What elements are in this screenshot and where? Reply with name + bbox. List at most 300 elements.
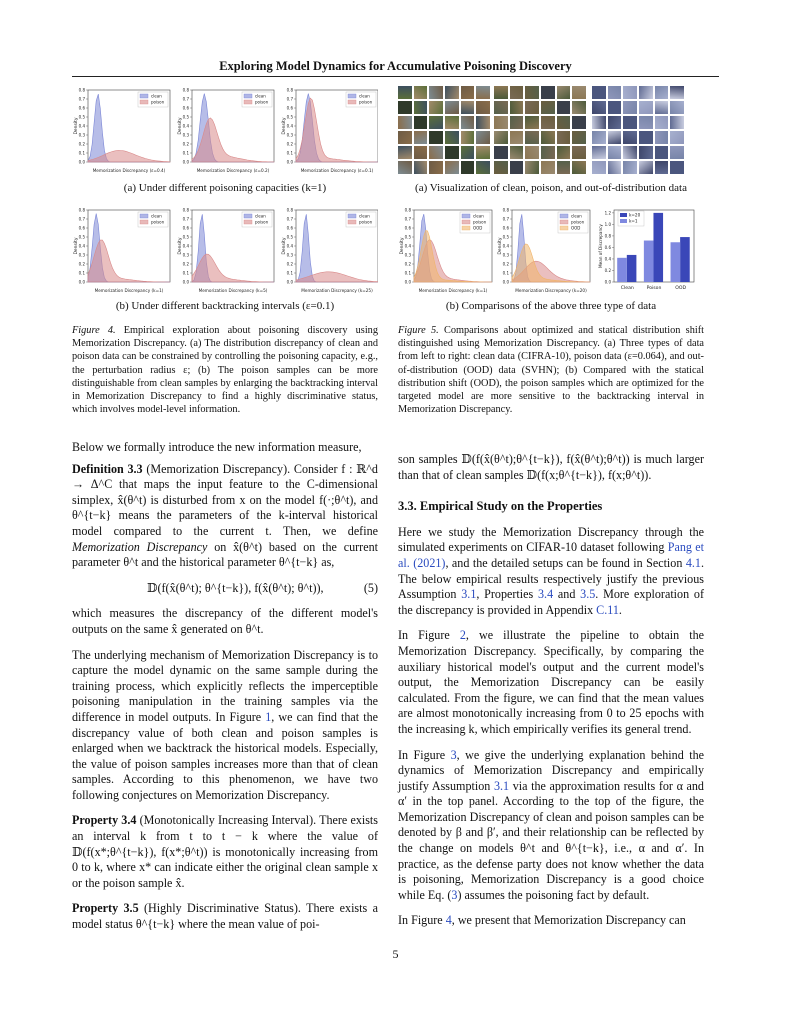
property-3-4-label: Property 3.4 [72,813,137,828]
y-tick-label: 0.2 [286,261,293,267]
legend-label: clean [359,213,370,219]
legend-swatch [140,94,148,98]
p4-text-b: , we present that Memorization Discrepancy can [451,913,686,928]
image-thumbnail [398,116,412,129]
image-thumbnail [476,131,490,144]
image-thumbnail [608,86,622,99]
y-tick-label: 0.0 [78,279,85,285]
legend-swatch [462,220,470,224]
image-thumbnail [398,101,412,114]
image-thumbnail [398,86,412,99]
figure-5b-plots [398,206,704,298]
figure-5a-subcaption: (a) Visualization of clean, poison, and out-of-distribution data [415,182,687,194]
image-thumbnail [623,161,637,174]
image-thumbnail [623,131,637,144]
image-thumbnail [476,146,490,159]
y-tick-label: 0.7 [78,96,85,102]
image-thumbnail [623,101,637,114]
image-thumbnail [494,101,508,114]
y-tick-label: 0.3 [286,132,293,138]
running-header-title: Exploring Model Dynamics for Accumulative Poisoning Discovery [219,59,572,73]
y-tick-label: 0.5 [502,234,509,240]
image-thumbnail [414,86,428,99]
p1-text-b: , and the detailed setups can be found in Section [445,555,683,570]
figure-4a-subcaption: (a) Under different poisoning capacities (k=1) [123,182,327,194]
property-3-5 [72,901,378,932]
y-tick-label: 0.5 [286,114,293,120]
image-thumbnail [592,161,606,174]
figure-5a-thumbnail-grid [398,86,688,176]
bar-ood-k1 [671,242,681,282]
property-3-4-text: There exists an interval k from t to t − k where the value of 𝔻(f(x*;θ^{t−k}), f(x*;θ^t)) is monotonically increasing from 0 to k, where x* can indicate either the original clean sample x or the poison sample x̂. [72,813,378,890]
legend-label: OOD [571,225,581,231]
image-thumbnail [592,116,606,129]
property-3-4 [72,813,378,891]
density-panel [177,88,274,174]
image-thumbnail [525,146,539,159]
definition-3-3 [72,462,378,571]
legend-label: clean [359,93,370,99]
ood-images-block [592,86,684,174]
legend-swatch [244,220,252,224]
y-tick-label: 0.4 [182,243,189,249]
equation-3-link[interactable]: 3 [451,887,458,902]
image-thumbnail [572,116,586,129]
legend-swatch [244,214,252,218]
y-tick-label: 1.2 [604,210,611,216]
y-tick-label: 0.1 [404,270,411,276]
x-axis-label: Memorization Discrepancy (ε=0.1) [300,168,374,173]
image-thumbnail [639,161,653,174]
image-thumbnail [608,146,622,159]
after-equation-paragraph: which measures the discrepancy of the different model's outputs on the same x̂ generated on θ^t. [72,606,378,636]
y-tick-label: 0.6 [78,105,85,111]
bar-clean-k1 [617,258,627,282]
y-tick-label: 0.5 [182,234,189,240]
y-axis-label: Density [282,117,287,135]
y-tick-label: 0.3 [404,252,411,258]
y-tick-label: 0.6 [404,225,411,231]
density-panel [399,208,492,294]
image-thumbnail [510,116,524,129]
p3-text-b: , we give the underlying explanation behind the dynamics of Memorization Discrepancy and empirically justify Assumption [398,747,704,793]
bar-legend-label: k=1 [629,218,638,224]
bar-clean-k20 [627,255,637,282]
y-tick-label: 0.5 [286,234,293,240]
y-tick-label: 0.6 [502,225,509,231]
x-axis-label: Memorization Discrepancy (k=25) [301,288,373,293]
image-thumbnail [510,131,524,144]
y-tick-label: 0.0 [404,279,411,285]
image-thumbnail [476,86,490,99]
mean-discrepancy-bar-chart [598,210,694,291]
y-tick-label: 0.2 [604,267,611,273]
image-thumbnail [510,101,524,114]
property-continuation: son samples 𝔻(f(x̂(θ^t);θ^{t−k}), f(x̂(θ^t);θ^t)) is much larger than that of clean samples 𝔻(f(x;θ^{t−k}), f(x;θ^t)). [398,452,704,482]
mechanism-text-a: The underlying mechanism of Memorization Discrepancy is to capture the model dynamic on the same sample during the training process, which explicitly reflects the imperceptible poisoning manipulation in the training samples via the difference in model outputs. In Figure [72,647,378,724]
image-thumbnail [639,86,653,99]
image-thumbnail [414,161,428,174]
image-thumbnail [592,131,606,144]
y-tick-label: 0.7 [286,96,293,102]
legend-label: clean [473,213,484,219]
y-tick-label: 0.0 [182,159,189,165]
p1-text-d: , Properties [476,587,534,602]
legend-label: poison [151,219,165,225]
y-tick-label: 0.8 [404,207,411,213]
image-thumbnail [655,131,669,144]
y-axis-label: Density [282,237,287,255]
y-tick-label: 0.4 [78,123,85,129]
p1-text-c: . The below empirical results respectively justify the previous Assumption [398,555,704,602]
y-tick-label: 0.1 [286,270,293,276]
y-tick-label: 0.2 [182,141,189,147]
image-thumbnail [639,101,653,114]
y-axis-label: Mean of Discrepancy [598,224,603,268]
y-tick-label: 0.4 [404,243,411,249]
image-thumbnail [414,116,428,129]
y-tick-label: 0.7 [286,216,293,222]
y-tick-label: 0.5 [78,114,85,120]
y-axis-label: Density [400,237,405,255]
y-tick-label: 0.8 [502,207,509,213]
image-thumbnail [461,86,475,99]
image-thumbnail [494,131,508,144]
y-tick-label: 0.0 [286,159,293,165]
image-thumbnail [494,116,508,129]
density-panel [73,208,170,294]
density-panel [177,208,274,294]
figure-5 [398,84,704,319]
density-panel [73,88,170,174]
legend-swatch [140,214,148,218]
x-axis-label: Memorization Discrepancy (k=5) [198,288,268,293]
figure-4 [72,84,378,319]
y-tick-label: 0.7 [404,216,411,222]
legend-swatch [462,226,470,230]
figure-4-caption [72,324,378,416]
image-thumbnail [655,146,669,159]
image-thumbnail [639,146,653,159]
y-tick-label: 0.0 [604,279,611,285]
p3-text-c: via the approximation results for α and α′ in the top panel. According to the top of the figure, the Memorization Discrepancy of clean and poison samples can be denoted by β and β′, and their relationship can be reflected by the change on models θ^t and θ^{t−k}, i.e., α and α′. In practice, as the defense party does not know whether the data is poisoning, Memorization Discrepancy is a good choice while Eq. ( [398,778,704,902]
legend-label: clean [151,213,162,219]
property-3-4-name: (Monotonically Increasing Interval). [139,813,317,828]
image-thumbnail [623,116,637,129]
image-thumbnail [461,116,475,129]
figure-4-link[interactable]: 4 [445,913,452,928]
legend-label: clean [151,93,162,99]
y-tick-label: 0.2 [78,261,85,267]
image-thumbnail [414,131,428,144]
figure-5-caption [398,324,704,416]
figure-4b-subcaption: (b) Under different backtracking intervals (ε=0.1) [115,300,335,312]
image-thumbnail [557,116,571,129]
legend-label: poison [359,99,373,105]
y-tick-label: 0.6 [78,225,85,231]
empirical-paragraph-3 [398,748,704,904]
property-3-4-link[interactable]: 3.4 [538,587,554,602]
definition-label: Definition 3.3 [72,461,143,476]
y-tick-label: 0.3 [182,252,189,258]
y-tick-label: 0.3 [502,252,509,258]
y-tick-label: 0.8 [604,233,611,239]
bar-ood-k20 [680,237,690,282]
y-tick-label: 0.6 [286,105,293,111]
left-column [72,440,378,943]
y-tick-label: 0.8 [182,87,189,93]
property-3-5-text: There exists a model status θ^{t−k} where the mean value of poi- [72,901,378,932]
image-thumbnail [557,161,571,174]
y-tick-label: 0.2 [404,261,411,267]
legend-swatch [244,100,252,104]
equation-body: 𝔻(f(x̂(θ^t); θ^{t−k}), f(x̂(θ^t); θ^t)), [147,580,324,595]
x-tick-label: OOD [675,286,687,291]
y-tick-label: 0.4 [182,123,189,129]
x-axis-label: Memorization Discrepancy (ε=0.2) [196,168,270,173]
y-tick-label: 0.3 [182,132,189,138]
image-thumbnail [670,161,684,174]
y-tick-label: 0.4 [502,243,509,249]
p3-text-d: ) assumes the poisoning fact by default. [457,887,650,902]
y-axis-label: Density [178,237,183,255]
poison-images-block [494,86,586,174]
image-thumbnail [398,161,412,174]
empirical-paragraph-2 [398,628,704,737]
appendix-c11-link[interactable]: C.11 [596,602,619,617]
legend-swatch [348,214,356,218]
image-thumbnail [461,146,475,159]
equation-number: (5) [363,580,378,595]
density-panel [281,88,378,174]
image-thumbnail [655,101,669,114]
figure-2-link[interactable]: 2 [459,628,466,643]
equation-5 [72,581,378,597]
y-tick-label: 0.2 [182,261,189,267]
legend-swatch [348,220,356,224]
x-tick-label: Clean [620,286,634,291]
y-tick-label: 0.7 [182,216,189,222]
image-thumbnail [445,101,459,114]
legend-swatch [560,226,568,230]
definition-text-1: Consider f : ℝ^d → Δ^C that maps the input feature to the C-dimensional simplex, x̂(θ^t) is disturbed from x on the model f(·;θ^t), and θ^{t−k} means the parameters of the k-interval historical model compared to the current t. Then, we define [72,461,378,538]
empirical-paragraph-1 [398,525,704,619]
y-tick-label: 0.1 [286,150,293,156]
image-thumbnail [429,131,443,144]
image-thumbnail [429,146,443,159]
image-thumbnail [510,86,524,99]
y-tick-label: 0.4 [78,243,85,249]
legend-label: clean [571,213,582,219]
image-thumbnail [525,86,539,99]
image-thumbnail [655,161,669,174]
image-thumbnail [510,161,524,174]
legend-label: clean [255,213,266,219]
image-thumbnail [608,131,622,144]
y-axis-label: Density [74,237,79,255]
y-tick-label: 0.6 [182,225,189,231]
image-thumbnail [557,131,571,144]
density-panel [281,208,378,294]
legend-swatch [348,94,356,98]
p3-text-a: In Figure [398,747,446,762]
definition-text-2: on x̂(θ^t) based on the current parameter θ^t and the historical parameter θ^{t−k} as, [72,539,378,570]
legend-label: poison [571,219,585,225]
image-thumbnail [592,146,606,159]
y-tick-label: 0.4 [604,256,611,262]
image-thumbnail [572,101,586,114]
image-thumbnail [592,86,606,99]
image-thumbnail [608,101,622,114]
image-thumbnail [429,161,443,174]
header-rule [72,76,719,77]
bar-legend-label: k=20 [629,212,641,218]
pang-2021-citation-link[interactable]: Pang et al. (2021) [398,540,704,570]
image-thumbnail [541,161,555,174]
mechanism-paragraph [72,648,378,804]
legend-label: poison [151,99,165,105]
y-tick-label: 0.6 [182,105,189,111]
assumption-3-1-link[interactable]: 3.1 [461,587,477,602]
y-tick-label: 0.8 [182,207,189,213]
p1-text-a: Here we study the Memorization Discrepancy through the simulated experiments on CIFAR-10 dataset following [398,524,704,555]
y-tick-label: 1.0 [604,221,611,227]
legend-swatch [560,214,568,218]
image-thumbnail [608,116,622,129]
y-tick-label: 0.5 [404,234,411,240]
figure-3-link[interactable]: 3 [450,747,457,762]
image-thumbnail [461,161,475,174]
p1-text-g: . [618,602,622,617]
y-tick-label: 0.2 [502,261,509,267]
y-tick-label: 0.6 [286,225,293,231]
image-thumbnail [670,116,684,129]
definition-name: (Memorization Discrepancy). [146,461,291,476]
figure-4a-plots [72,84,378,184]
y-axis-label: Density [178,117,183,135]
bar-legend-swatch [620,219,627,223]
image-thumbnail [670,146,684,159]
definition-term: Memorization Discrepancy [72,539,208,554]
property-3-5-link[interactable]: 3.5 [580,587,596,602]
image-thumbnail [623,146,637,159]
image-thumbnail [670,101,684,114]
bar-poison-k20 [653,213,663,282]
x-axis-label: Memorization Discrepancy (k=1) [418,288,488,293]
mechanism-text-b: , we can find that the discrepancy value of both clean and poison samples is enlarged when we backtrack the historical models. Especially, the value of poison samples increases more than that of clean samples. According to this phenomenon, we have two following conjectures on Memorization Discrepancy. [72,709,379,802]
image-thumbnail [572,131,586,144]
assumption-3-1-link-2[interactable]: 3.1 [493,778,510,793]
image-thumbnail [414,146,428,159]
p4-text-a: In Figure [398,913,443,928]
image-thumbnail [445,116,459,129]
y-tick-label: 0.8 [78,207,85,213]
legend-swatch [140,100,148,104]
image-thumbnail [445,161,459,174]
image-thumbnail [494,161,508,174]
legend-label: poison [255,99,269,105]
p1-text-e: and [557,587,576,602]
image-thumbnail [494,146,508,159]
legend-swatch [560,220,568,224]
image-thumbnail [525,116,539,129]
x-tick-label: Poison [646,286,662,291]
figure-5-caption-label: Figure 5. [398,325,439,336]
clean-images-block [398,86,490,174]
image-thumbnail [639,131,653,144]
image-thumbnail [670,86,684,99]
y-tick-label: 0.1 [182,270,189,276]
legend-label: OOD [473,225,483,231]
page-number: 5 [392,947,399,961]
image-thumbnail [510,146,524,159]
y-axis-label: Density [74,117,79,135]
image-thumbnail [541,131,555,144]
image-thumbnail [494,86,508,99]
y-tick-label: 0.1 [182,150,189,156]
legend-swatch [348,100,356,104]
image-thumbnail [655,116,669,129]
legend-label: poison [359,219,373,225]
x-axis-label: Memorization Discrepancy (k=1) [94,288,164,293]
y-tick-label: 0.3 [286,252,293,258]
image-thumbnail [476,101,490,114]
image-thumbnail [445,131,459,144]
image-thumbnail [429,116,443,129]
legend-label: clean [255,93,266,99]
figure-1-link[interactable]: 1 [265,709,272,724]
image-thumbnail [557,146,571,159]
density-panel [497,208,590,294]
figure-4-caption-text: Empirical exploration about poisoning discovery using Memorization Discrepancy. (a) The distribution discrepancy of clean and poison data can be constrained by controlling the poisoning capacity, e.g., the perturbation radius ε; (b) The poison samples can be more distinguishable from clean samples by enlarging the backtracking interval in Memorization Discrepancy to find a highly discriminative status, which involves model-level information. [72,325,378,416]
image-thumbnail [414,101,428,114]
image-thumbnail [572,161,586,174]
y-tick-label: 0.6 [604,244,611,250]
image-thumbnail [592,101,606,114]
image-thumbnail [398,131,412,144]
y-tick-label: 0.2 [78,141,85,147]
p2-text-b: , we illustrate the pipeline to obtain the Memorization Discrepancy. Specifically, by comparing the auxiliary historical model's output and the current model's output, the Memorization Discrepancy can be easily calculated. From the figure, we can find that the mean values are almost monotonically increasing from 0 to 25 epochs with the increasing k, which empirically verifies its general trend. [398,628,704,736]
image-thumbnail [445,86,459,99]
image-thumbnail [557,101,571,114]
image-thumbnail [461,131,475,144]
section-4-1-link[interactable]: 4.1 [685,555,701,570]
image-thumbnail [476,116,490,129]
legend-swatch [244,94,252,98]
y-tick-label: 0.7 [78,216,85,222]
image-thumbnail [461,101,475,114]
y-tick-label: 0.4 [286,123,293,129]
y-tick-label: 0.0 [78,159,85,165]
p2-text-a: In Figure [398,628,450,643]
legend-swatch [140,220,148,224]
property-3-5-name: (Highly Discriminative Status). [144,901,301,916]
image-thumbnail [541,116,555,129]
image-thumbnail [670,131,684,144]
y-tick-label: 0.5 [78,234,85,240]
x-axis-label: Memorization Discrepancy (ε=0.4) [92,168,166,173]
image-thumbnail [525,161,539,174]
y-tick-label: 0.0 [182,279,189,285]
y-tick-label: 0.8 [286,207,293,213]
figure-4-caption-label: Figure 4. [72,325,116,336]
y-tick-label: 0.3 [78,252,85,258]
bar-legend-swatch [620,213,627,217]
y-tick-label: 0.1 [78,150,85,156]
right-column [398,452,704,939]
y-tick-label: 0.1 [502,270,509,276]
x-axis-label: Memorization Discrepancy (k=20) [515,288,587,293]
